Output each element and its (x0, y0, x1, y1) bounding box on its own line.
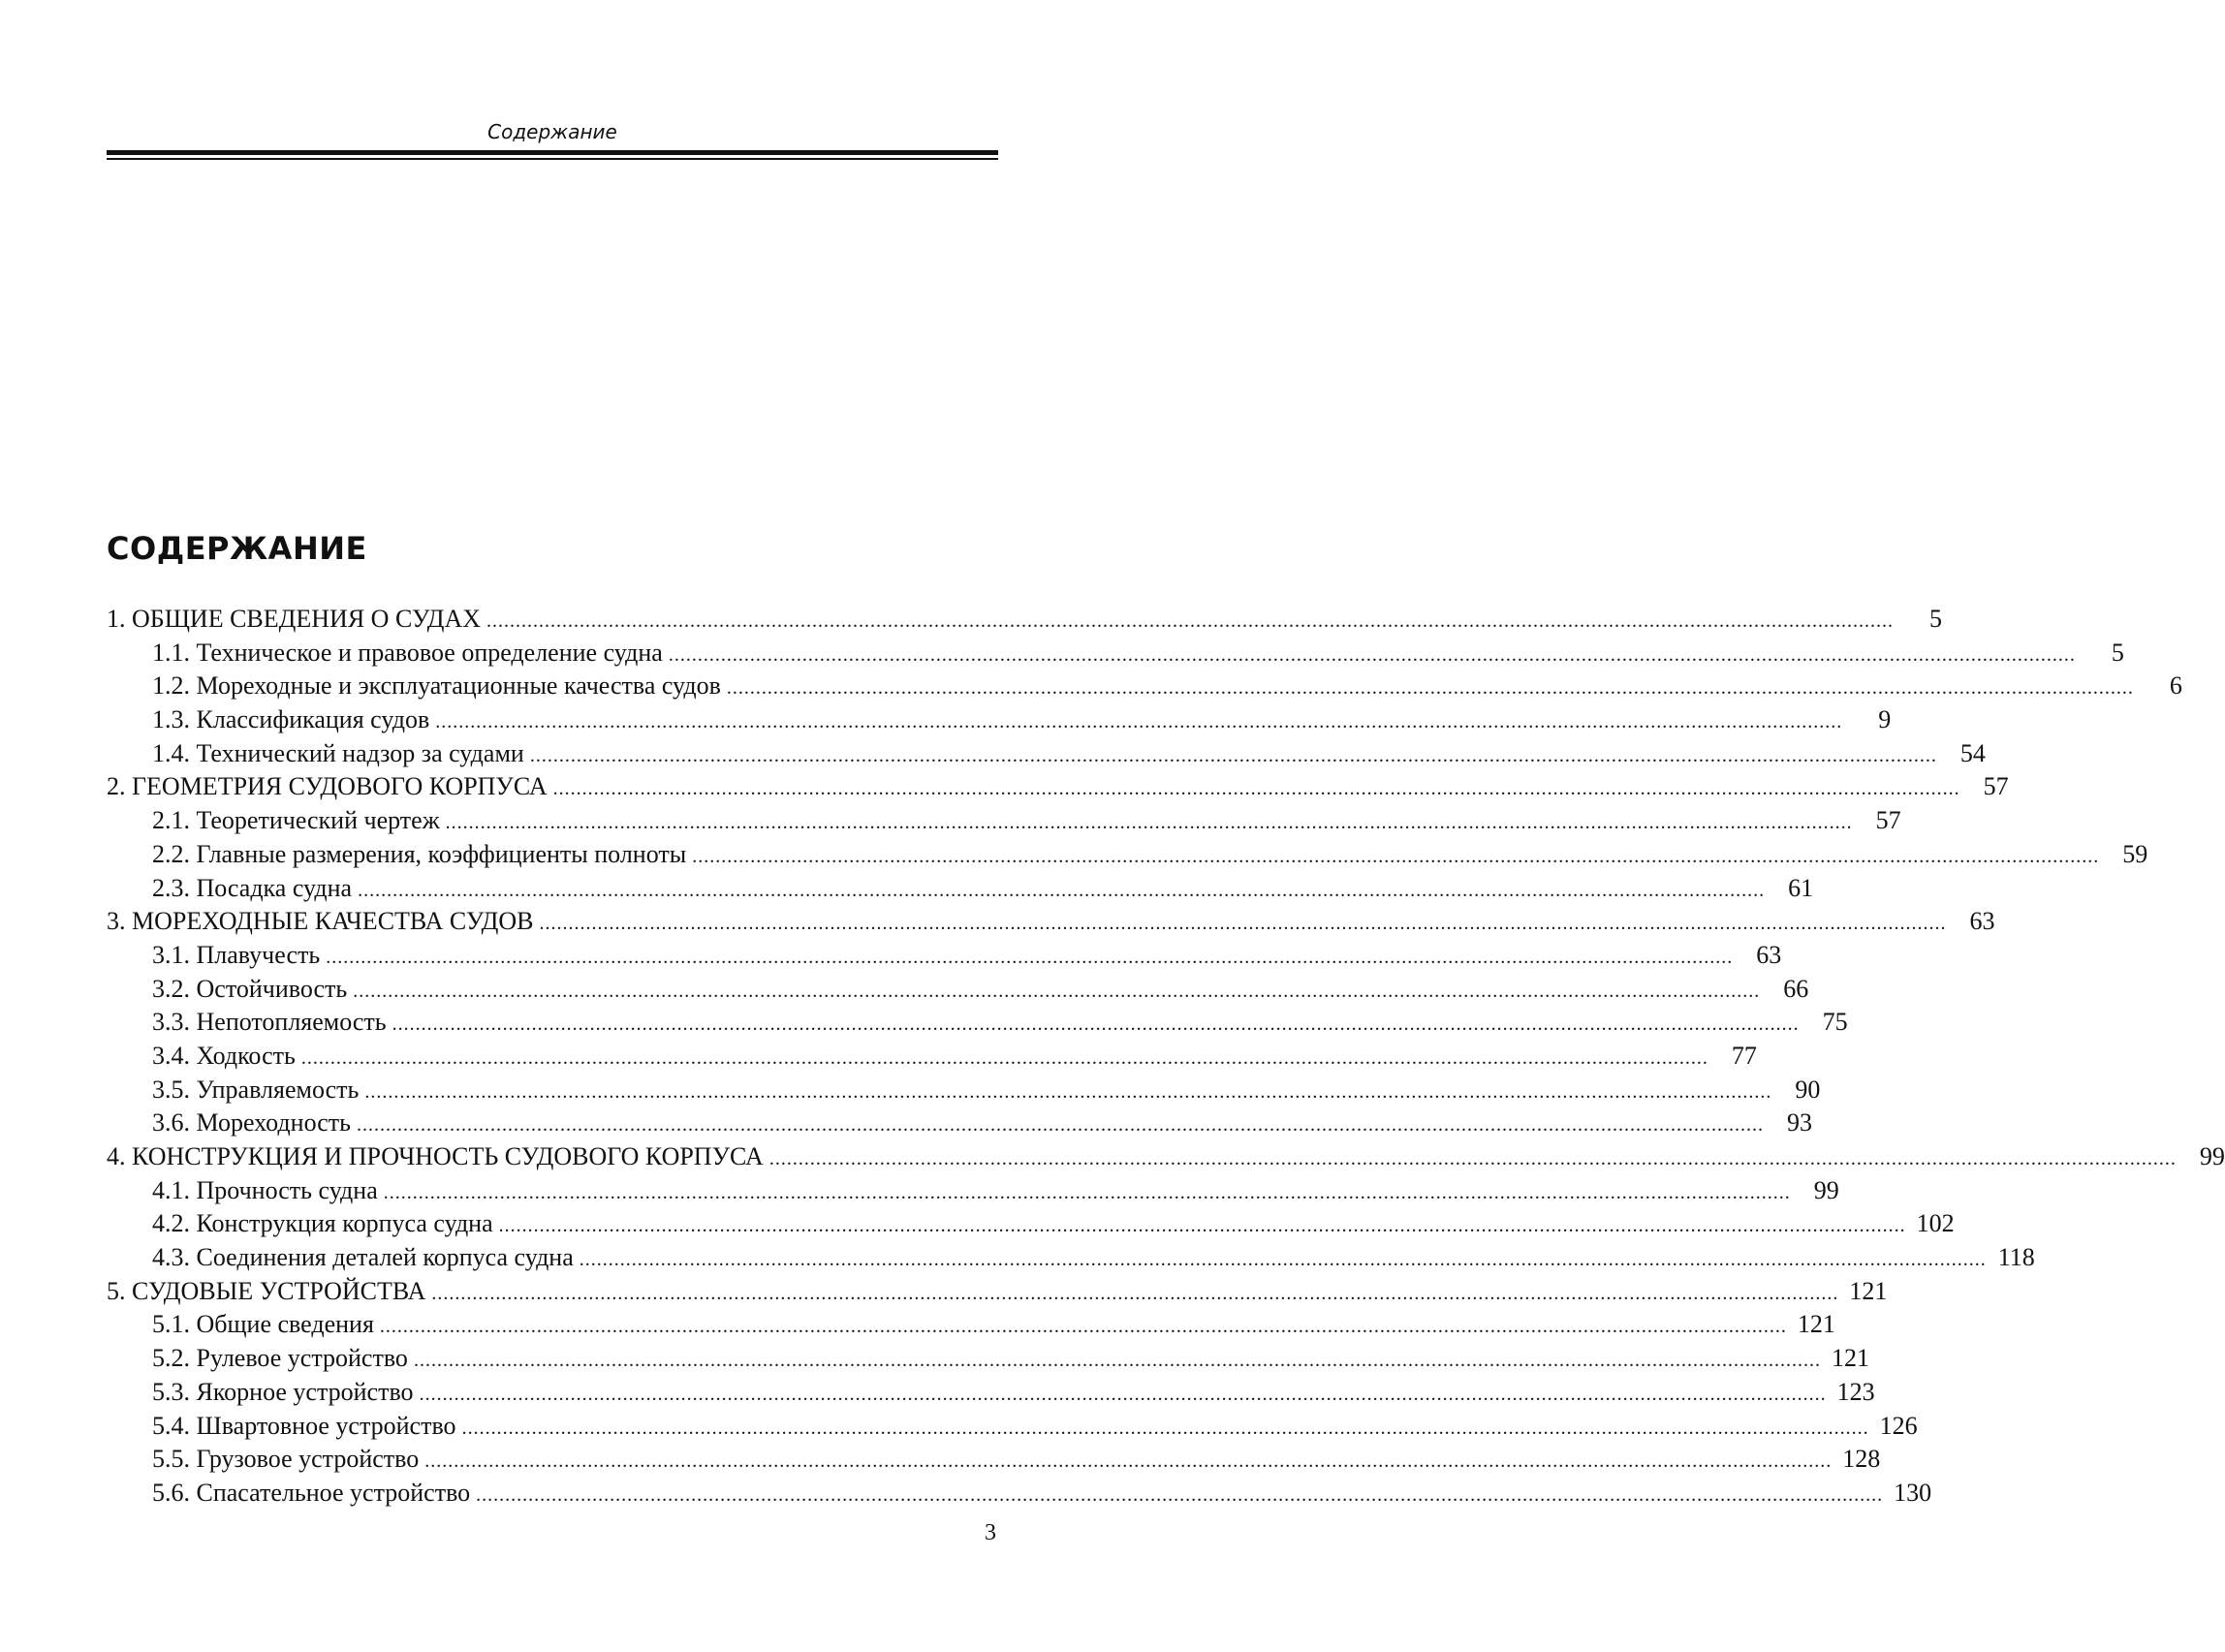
toc-entry-page: 102 (1916, 1209, 1955, 1238)
toc-entry-page: 130 (1894, 1478, 1932, 1507)
toc-entry-label: 3.4. Ходкость (152, 1041, 296, 1070)
toc-entry-label: 4.1. Прочность судна (152, 1175, 378, 1204)
toc-chapter-row[interactable] (107, 603, 1943, 637)
toc-entry-page: 75 (1822, 1008, 1848, 1037)
dot-leader: .................................................................................................................................................................................................................................................. (383, 1181, 1791, 1203)
toc-section-row[interactable] (107, 1174, 1839, 1208)
dot-leader: .................................................................................................................................................................................................................................................. (392, 1013, 1800, 1036)
toc-entry-label: 5.2. Рулевое устройство (152, 1344, 408, 1373)
dot-leader: .................................................................................................................................................................................................................................................. (486, 610, 1895, 632)
toc-section-row[interactable] (107, 670, 2182, 703)
toc-entry-page: 5 (1929, 605, 1943, 633)
toc-entry-page: 126 (1879, 1411, 1918, 1440)
toc-entry-page: 99 (1813, 1175, 1839, 1204)
toc-entry-label: 3.5. Управляемость (152, 1075, 360, 1104)
toc-entry-page: 61 (1788, 873, 1814, 902)
dot-leader: .................................................................................................................................................................................................................................................. (579, 1249, 1987, 1271)
header-rule-thick (107, 150, 998, 155)
toc-entry-label: 1.3. Классификация судов (152, 705, 430, 734)
toc-section-row[interactable] (107, 1006, 1848, 1040)
toc-entry-label: 5.5. Грузовое устройство (152, 1445, 420, 1474)
toc-section-row[interactable] (107, 804, 1901, 838)
toc-section-row[interactable] (107, 1040, 1757, 1074)
toc-section-row[interactable] (107, 1074, 1821, 1107)
dot-leader: .................................................................................................................................................................................................................................................. (300, 1046, 1708, 1069)
toc-entry-label: 4. КОНСТРУКЦИЯ И ПРОЧНОСТЬ СУДОВОГО КОРПУСА (107, 1142, 764, 1170)
toc-section-row[interactable] (107, 1241, 2035, 1275)
dot-leader: .................................................................................................................................................................................................................................................. (768, 1148, 2177, 1169)
dot-leader: .................................................................................................................................................................................................................................................. (461, 1417, 1869, 1439)
toc-entry-page: 118 (1997, 1243, 2035, 1272)
dot-leader: .................................................................................................................................................................................................................................................. (445, 812, 1853, 834)
toc-entry-page: 66 (1783, 974, 1809, 1003)
toc-entry-label: 1. ОБЩИЕ СВЕДЕНИЯ О СУДАХ (107, 605, 482, 633)
dot-leader: .................................................................................................................................................................................................................................................. (358, 879, 1766, 901)
toc-entry-page: 5 (2111, 638, 2124, 667)
toc-section-row[interactable] (107, 1207, 1955, 1241)
toc-section-row[interactable] (107, 872, 1814, 906)
dot-leader: .................................................................................................................................................................................................................................................. (431, 1282, 1839, 1304)
toc-entry-label: 3.3. Непотопляемость (152, 1008, 387, 1037)
toc-entry-page: 121 (1797, 1310, 1835, 1339)
toc-section-row[interactable] (107, 1477, 1932, 1511)
toc-entry-page: 128 (1842, 1445, 1881, 1474)
dot-leader: .................................................................................................................................................................................................................................................. (692, 845, 2100, 867)
dot-leader: .................................................................................................................................................................................................................................................. (552, 778, 1960, 800)
toc-entry-label: 3.1. Плавучесть (152, 940, 321, 969)
toc-section-row[interactable] (107, 737, 1986, 771)
toc-entry-label: 5.6. Спасательное устройство (152, 1478, 471, 1507)
dot-leader: .................................................................................................................................................................................................................................................. (539, 913, 1947, 935)
toc-section-row[interactable] (107, 939, 1782, 973)
toc-entry-page: 121 (1831, 1344, 1869, 1373)
dot-leader: .................................................................................................................................................................................................................................................. (379, 1316, 1787, 1338)
toc-entry-label: 2.2. Главные размерения, коэффициенты полноты (152, 839, 687, 868)
toc-entry-label: 4.2. Конструкция корпуса судна (152, 1209, 493, 1238)
page-title: СОДЕРЖАНИЕ (107, 530, 367, 567)
toc-entry-page: 123 (1836, 1377, 1875, 1406)
toc-section-row[interactable] (107, 1443, 1881, 1477)
dot-leader: .................................................................................................................................................................................................................................................. (413, 1350, 1821, 1372)
dot-leader: .................................................................................................................................................................................................................................................. (726, 677, 2134, 700)
toc-entry-page: 90 (1795, 1075, 1821, 1104)
toc-entry-label: 1.2. Мореходные и эксплуатационные качества судов (152, 671, 721, 701)
toc-section-row[interactable] (107, 973, 1809, 1007)
toc-entry-label: 1.4. Технический надзор за судами (152, 738, 524, 767)
toc-chapter-row[interactable] (107, 1140, 2225, 1174)
header-rule-thin (107, 158, 998, 160)
dot-leader: .................................................................................................................................................................................................................................................. (353, 980, 1761, 1002)
page-number: 3 (985, 1520, 996, 1545)
toc-entry-page: 6 (2169, 671, 2182, 701)
toc-entry-label: 2.3. Посадка судна (152, 873, 353, 902)
toc-entry-label: 3.2. Остойчивость (152, 974, 348, 1003)
dot-leader: .................................................................................................................................................................................................................................................. (668, 643, 2076, 666)
dot-leader: .................................................................................................................................................................................................................................................. (326, 946, 1734, 968)
toc-entry-label: 3. МОРЕХОДНЫЕ КАЧЕСТВА СУДОВ (107, 907, 534, 936)
toc-entry-page: 54 (1959, 738, 1986, 767)
toc-chapter-row[interactable] (107, 1275, 1888, 1309)
dot-leader: .................................................................................................................................................................................................................................................. (498, 1215, 1906, 1237)
dot-leader: .................................................................................................................................................................................................................................................. (364, 1080, 1772, 1103)
toc-entry-label: 5.1. Общие сведения (152, 1310, 374, 1339)
toc-section-row[interactable] (107, 1376, 1875, 1410)
toc-entry-label: 5.3. Якорное устройство (152, 1377, 414, 1406)
dot-leader: .................................................................................................................................................................................................................................................. (424, 1450, 1833, 1473)
toc-entry-label: 5.4. Швартовное устройство (152, 1411, 456, 1440)
toc-section-row[interactable] (107, 1107, 1812, 1140)
toc-entry-page: 9 (1878, 705, 1892, 734)
toc-entry-page: 59 (2122, 839, 2148, 868)
toc-entry-page: 63 (1969, 907, 1995, 936)
toc-entry-page: 63 (1756, 940, 1782, 969)
toc-section-row[interactable] (107, 1308, 1835, 1342)
toc-entry-page: 57 (1983, 772, 2009, 801)
toc-section-row[interactable] (107, 1342, 1869, 1376)
toc-entry-page: 77 (1731, 1041, 1757, 1070)
toc-entry-label: 5. СУДОВЫЕ УСТРОЙСТВА (107, 1276, 426, 1305)
toc-entry-page: 93 (1786, 1108, 1812, 1138)
toc-section-row[interactable] (107, 1410, 1918, 1444)
table-of-contents (107, 603, 2225, 1511)
dot-leader: .................................................................................................................................................................................................................................................. (476, 1483, 1884, 1506)
toc-entry-page: 57 (1875, 806, 1901, 835)
toc-entry-page: 99 (2199, 1142, 2225, 1170)
toc-section-row[interactable] (107, 637, 2124, 670)
toc-entry-label: 3.6. Мореходность (152, 1108, 351, 1138)
running-header: Содержание (487, 120, 617, 143)
dot-leader: .................................................................................................................................................................................................................................................. (435, 711, 1843, 733)
toc-chapter-row[interactable] (107, 905, 1995, 939)
dot-leader: .................................................................................................................................................................................................................................................. (356, 1114, 1764, 1137)
toc-entry-label: 2. ГЕОМЕТРИЯ СУДОВОГО КОРПУСА (107, 772, 548, 801)
dot-leader: .................................................................................................................................................................................................................................................. (529, 744, 1937, 766)
dot-leader: .................................................................................................................................................................................................................................................. (419, 1383, 1827, 1405)
toc-chapter-row[interactable] (107, 770, 2009, 804)
toc-section-row[interactable] (107, 838, 2148, 872)
toc-entry-page: 121 (1849, 1276, 1888, 1305)
toc-entry-label: 4.3. Соединения деталей корпуса судна (152, 1243, 574, 1272)
toc-entry-label: 2.1. Теоретический чертеж (152, 806, 440, 835)
toc-section-row[interactable] (107, 703, 1892, 737)
toc-entry-label: 1.1. Техническое и правовое определение судна (152, 638, 663, 667)
